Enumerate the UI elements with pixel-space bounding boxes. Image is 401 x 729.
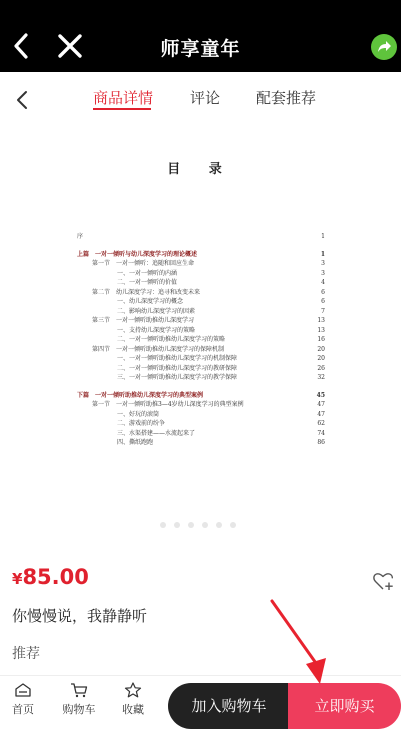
toc-entry bbox=[77, 429, 325, 439]
toc-entry-page: 32 bbox=[317, 374, 325, 381]
toc-entry-title: 第四节 一对一倾听助推幼儿深度学习的保障机制 bbox=[92, 345, 225, 353]
currency-symbol: ¥ bbox=[12, 570, 23, 588]
toc-entry-page: 86 bbox=[317, 439, 325, 446]
toc-entry-title: 序 bbox=[77, 233, 84, 240]
toc-entry-page: 20 bbox=[317, 355, 325, 362]
carousel-dot bbox=[216, 522, 222, 528]
toc-entry-page: 4 bbox=[321, 279, 325, 286]
tab-product-details[interactable]: 商品详情 bbox=[93, 89, 154, 107]
toc-entry bbox=[77, 438, 325, 448]
nav-cart-label: 购物车 bbox=[62, 703, 96, 716]
toc-entry-title: 二、一对一倾听助推幼儿深度学习的策略 bbox=[117, 336, 226, 343]
nav-home-label: 首页 bbox=[12, 703, 34, 716]
toc-entry-page: 74 bbox=[317, 429, 325, 437]
carousel-dot bbox=[188, 522, 194, 528]
toc-entry-title: 二、影响幼儿深度学习的因素 bbox=[117, 307, 196, 315]
back-icon[interactable] bbox=[14, 90, 32, 110]
heart-plus-icon[interactable] bbox=[372, 570, 394, 592]
toc-entry-title: 第一节 一对一倾听助推3—4岁幼儿深度学习的典型案例 bbox=[92, 401, 244, 408]
top-bar bbox=[0, 0, 401, 72]
nav-home[interactable] bbox=[2, 682, 44, 717]
toc-entry bbox=[77, 326, 325, 336]
nav-favorite[interactable] bbox=[112, 682, 154, 717]
toc-entry-page: 13 bbox=[317, 326, 325, 334]
toc-entry bbox=[77, 288, 325, 298]
toc-entry-page: 47 bbox=[317, 410, 325, 418]
toc-entry bbox=[77, 373, 325, 383]
price-value: 85.00 bbox=[22, 565, 89, 589]
carousel-dot bbox=[160, 522, 166, 528]
toc-entry-page: 7 bbox=[321, 307, 325, 315]
toc-entry-title: 下篇 一对一倾听助推幼儿深度学习的典型案例 bbox=[77, 391, 204, 399]
toc-entry bbox=[77, 250, 325, 260]
section-heading-partial: 推荐 bbox=[12, 646, 40, 662]
cart-icon bbox=[70, 682, 88, 698]
tab-bar bbox=[0, 72, 401, 122]
toc-entry-title: 三、水渠搭建——水流起来了 bbox=[117, 429, 196, 437]
toc-entry-title: 二、游戏前的纷争 bbox=[117, 420, 166, 427]
tab-recommendations[interactable]: 配套推荐 bbox=[256, 89, 317, 107]
toc-entry bbox=[77, 316, 325, 326]
toc-entry bbox=[77, 419, 325, 429]
product-image-toc[interactable] bbox=[0, 122, 401, 542]
toc-entry-title: 一、支持幼儿深度学习的策略 bbox=[117, 326, 196, 334]
toc-entry-page: 47 bbox=[317, 401, 325, 408]
toc-entry bbox=[77, 269, 325, 279]
toc-entry-page: 3 bbox=[321, 260, 325, 267]
carousel-dot bbox=[230, 522, 236, 528]
toc-gap bbox=[77, 383, 325, 391]
toc-entry-title: 四、撕纸跑跑 bbox=[117, 439, 154, 446]
toc-entry-page: 6 bbox=[321, 298, 325, 305]
toc-entry bbox=[77, 335, 325, 345]
toc-entry bbox=[77, 391, 325, 401]
nav-cart[interactable] bbox=[58, 682, 100, 717]
toc-entry bbox=[77, 345, 325, 355]
toc-list bbox=[77, 232, 325, 448]
toc-entry-title: 一、幼儿深度学习的概念 bbox=[117, 298, 184, 305]
toc-entry-page: 62 bbox=[317, 420, 325, 427]
toc-entry bbox=[77, 307, 325, 317]
toc-title: 目 录 bbox=[167, 162, 234, 177]
carousel-indicator bbox=[160, 522, 236, 528]
carousel-dot bbox=[202, 522, 208, 528]
toc-entry-title: 第二节 幼儿深度学习：追寻和改变未来 bbox=[92, 288, 201, 296]
star-icon bbox=[124, 682, 142, 698]
toc-entry bbox=[77, 400, 325, 410]
toc-entry bbox=[77, 259, 325, 269]
toc-entry-page: 20 bbox=[317, 345, 325, 353]
toc-entry-page: 26 bbox=[317, 364, 325, 372]
toc-entry-page: 16 bbox=[317, 336, 325, 343]
toc-entry-page: 13 bbox=[317, 317, 325, 324]
tab-reviews[interactable]: 评论 bbox=[190, 89, 221, 107]
price bbox=[12, 565, 89, 589]
toc-entry-title: 一、一对一倾听助推幼儿深度学习的机制保障 bbox=[117, 355, 238, 362]
toc-entry-page: 3 bbox=[321, 269, 325, 277]
toc-entry bbox=[77, 410, 325, 420]
carousel-dot bbox=[174, 522, 180, 528]
toc-entry bbox=[77, 278, 325, 288]
toc-entry bbox=[77, 232, 325, 242]
product-subtitle: 你慢慢说，我静静听 bbox=[12, 607, 148, 625]
home-icon bbox=[14, 682, 32, 698]
toc-entry-page: 1 bbox=[321, 233, 325, 240]
toc-entry bbox=[77, 297, 325, 307]
toc-entry-title: 第一节 一对一倾听：追随和回应生命 bbox=[92, 260, 195, 267]
toc-entry-title: 上篇 一对一倾听与幼儿深度学习的理论概述 bbox=[77, 250, 198, 258]
bottom-bar bbox=[0, 675, 401, 729]
toc-entry bbox=[77, 364, 325, 374]
toc-entry-title: 三、一对一倾听助推幼儿深度学习的教学保障 bbox=[117, 374, 238, 381]
nav-favorite-label: 收藏 bbox=[122, 703, 144, 716]
toc-entry-title: 二、一对一倾听助推幼儿深度学习的教研保障 bbox=[117, 364, 238, 372]
toc-entry-title: 二、一对一倾听的价值 bbox=[117, 279, 178, 286]
toc-entry-title: 一、好玩的滚筒 bbox=[117, 410, 160, 418]
toc-entry-title: 第三节 一对一倾听助推幼儿深度学习 bbox=[92, 317, 195, 324]
toc-entry-page: 45 bbox=[316, 391, 325, 399]
toc-entry-page: 6 bbox=[321, 288, 325, 296]
buy-now-button[interactable]: 立即购买 bbox=[288, 683, 401, 729]
share-icon[interactable] bbox=[371, 34, 397, 60]
toc-entry bbox=[77, 354, 325, 364]
toc-gap bbox=[77, 242, 325, 250]
add-to-cart-button[interactable]: 加入购物车 bbox=[168, 683, 290, 729]
tab-underline bbox=[93, 108, 151, 110]
toc-entry-page: 1 bbox=[320, 250, 325, 258]
toc-entry-title: 一、一对一倾听的内涵 bbox=[117, 269, 178, 277]
page-title: 师享童年 bbox=[160, 38, 241, 60]
